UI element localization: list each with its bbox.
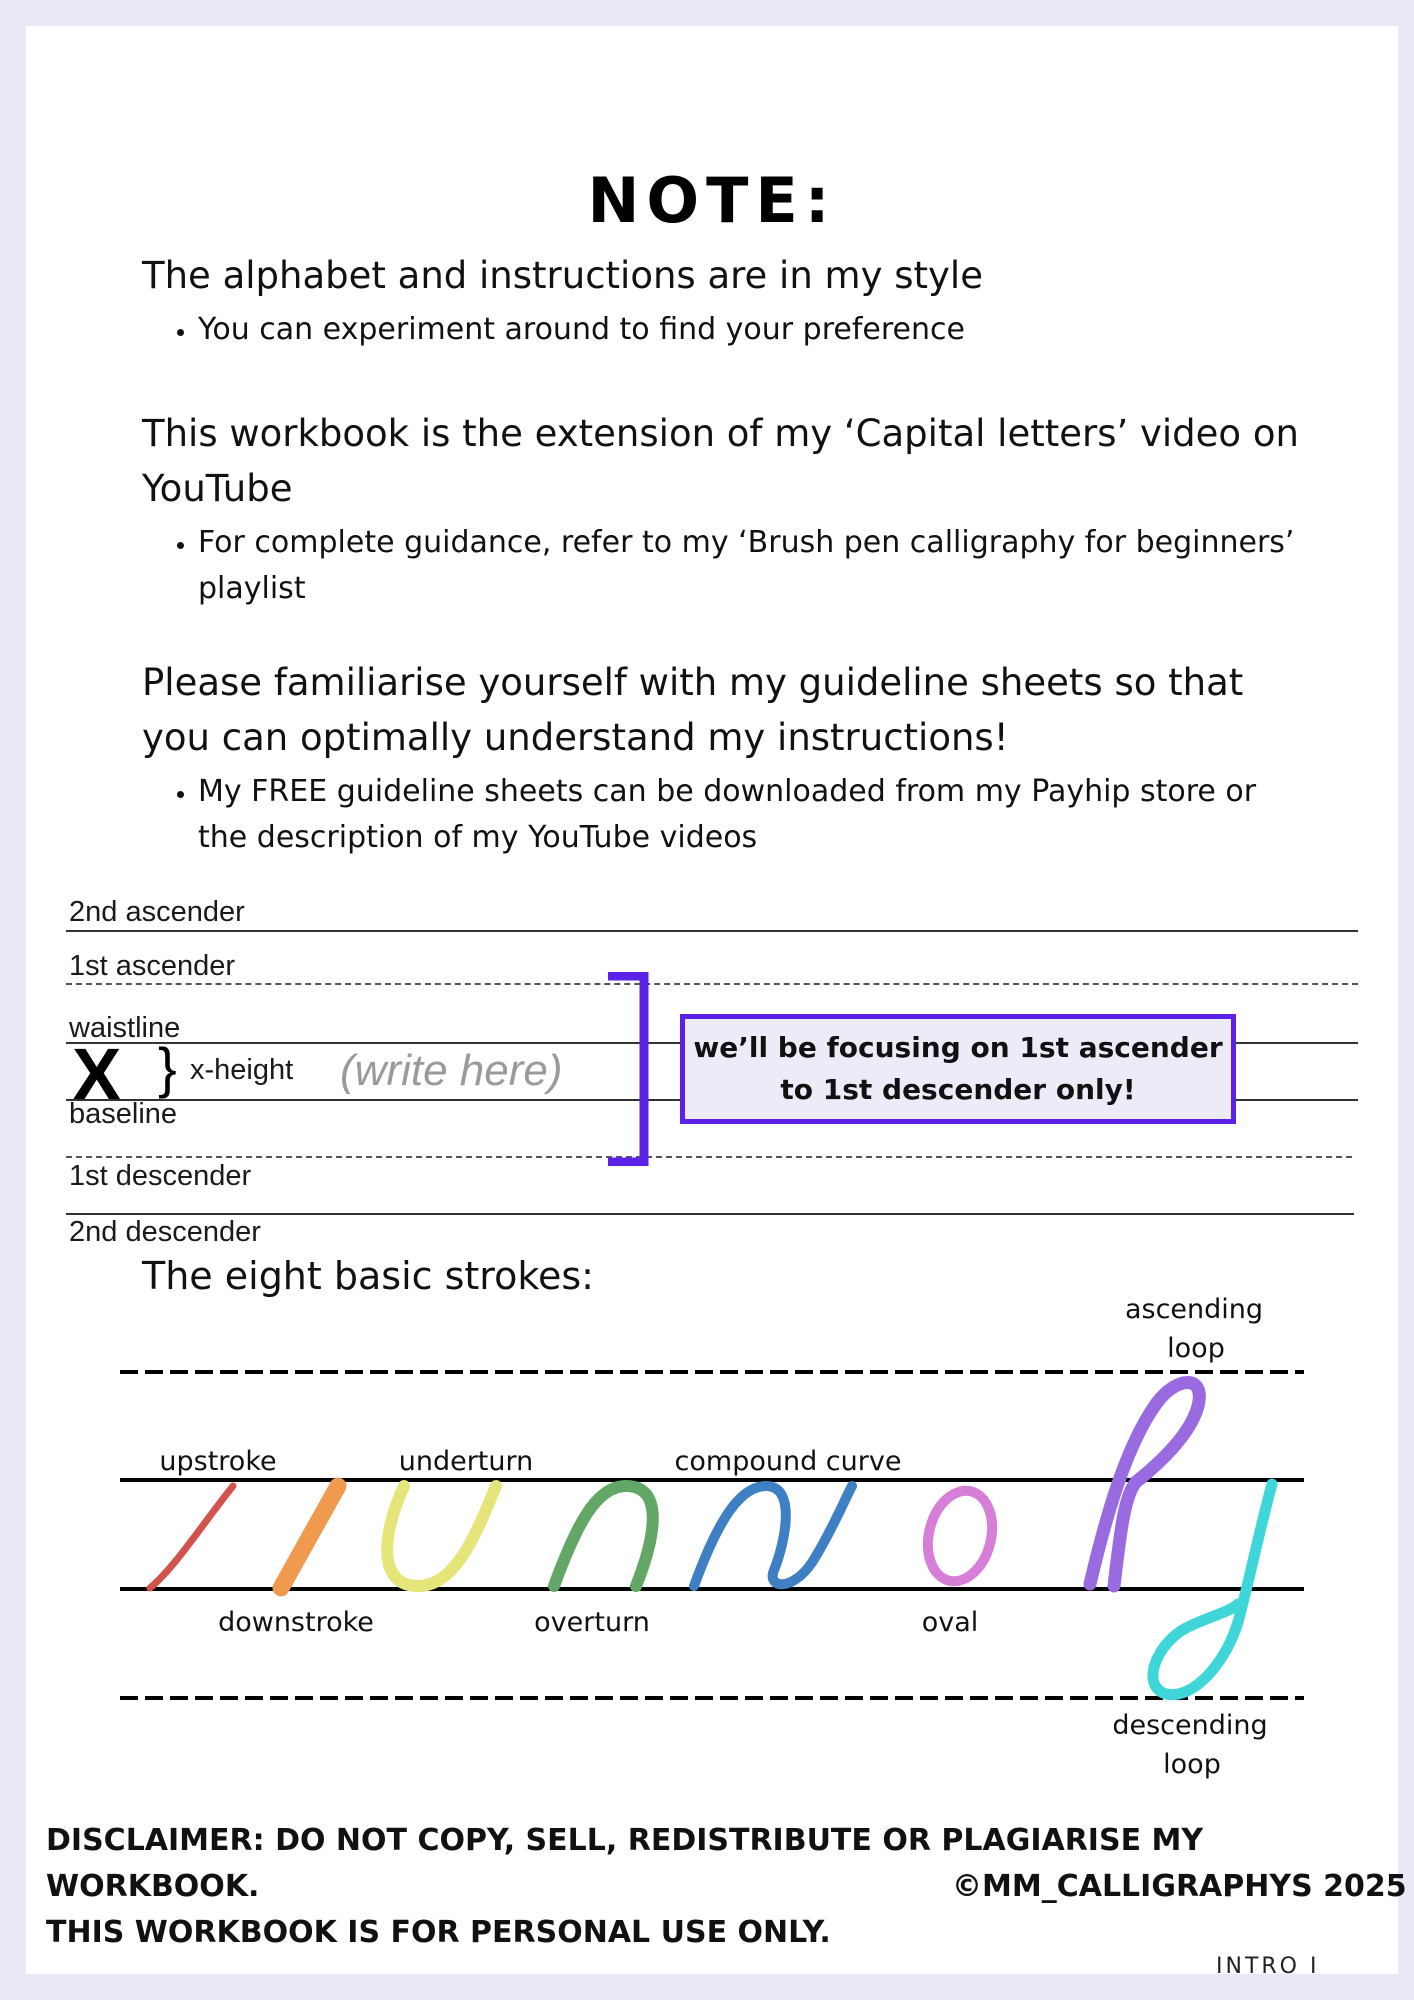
label-1st-ascender: 1st ascender	[69, 950, 236, 982]
oval-stroke	[919, 1484, 1001, 1588]
label-2nd-descender: 2nd descender	[69, 1216, 261, 1248]
line-2nd-ascender	[66, 930, 1358, 932]
underturn-label: underturn	[398, 1446, 534, 1477]
section-heading: Please familiarise yourself with my guideline sheets so that you can optimally understand my instructions!	[142, 661, 1244, 759]
x-height-letter: X	[72, 1033, 122, 1116]
disclaimer-line-1: DISCLAIMER: DO NOT COPY, SELL, REDISTRIBUTE OR PLAGIARISE MY WORKBOOK.	[46, 1823, 1204, 1904]
copyright-notice: ©MM_CALLIGRAPHYS 2025	[952, 1869, 1407, 1904]
oval-label: oval	[921, 1607, 979, 1638]
line-1st-descender	[66, 1156, 1352, 1158]
upstroke-stroke	[150, 1486, 233, 1588]
disclaimer-line-2: THIS WORKBOOK IS FOR PERSONAL USE ONLY.	[46, 1915, 831, 1950]
line-1st-ascender	[66, 983, 1358, 985]
bullet-item: • For complete guidance, refer to my ‘Brush pen calligraphy for beginners’ playlist	[198, 520, 1302, 612]
strokes-title: The eight basic strokes:	[142, 1254, 594, 1298]
write-here-hint: (write here)	[340, 1046, 563, 1095]
line-2nd-descender	[66, 1213, 1354, 1215]
section-heading: This workbook is the extension of my ‘Capital letters’ video on YouTube	[142, 412, 1299, 510]
page-label: INTRO I	[1216, 1954, 1320, 1979]
upstroke-label: upstroke	[159, 1446, 277, 1477]
workbook-page	[26, 26, 1407, 1979]
bullet-list	[142, 520, 1302, 612]
label-waistline: waistline	[69, 1012, 181, 1044]
note-section-youtube	[142, 406, 1302, 612]
overturn-stroke	[554, 1486, 653, 1586]
downstroke-stroke	[281, 1486, 338, 1588]
section-heading: The alphabet and instructions are in my style	[142, 254, 983, 297]
focus-note-box: we’ll be focusing on 1st ascender to 1st descender only!	[680, 1014, 1236, 1124]
ascending-loop-label-line2: loop	[1167, 1333, 1225, 1364]
descending-loop-label-line2: loop	[1163, 1749, 1221, 1780]
underturn-stroke	[387, 1486, 496, 1586]
label-2nd-ascender: 2nd ascender	[69, 896, 245, 928]
label-baseline: baseline	[69, 1098, 178, 1130]
overturn-label: overturn	[534, 1607, 650, 1638]
bullet-list	[142, 307, 1322, 353]
bullet-list	[142, 769, 1302, 861]
compound-curve-label: compound curve	[674, 1446, 902, 1477]
bullet-item: • My FREE guideline sheets can be downloaded from my Payhip store or the description of my YouTube videos	[198, 769, 1302, 861]
bullet-item: • You can experiment around to find your preference	[198, 307, 1322, 353]
compound-curve-stroke	[694, 1486, 852, 1586]
ascending-loop-stroke	[1090, 1383, 1199, 1587]
label-1st-descender: 1st descender	[69, 1160, 252, 1192]
basic-strokes-diagram	[26, 1286, 1398, 1786]
note-section-guidelines	[142, 655, 1302, 861]
note-section-style	[142, 248, 1322, 353]
guideline-diagram	[26, 866, 1398, 1266]
downstroke-label: downstroke	[218, 1607, 374, 1638]
focus-bracket	[604, 972, 664, 1166]
note-title: NOTE:	[587, 164, 837, 237]
disclaimer	[46, 1818, 1407, 1956]
descending-loop-label-line1: descending	[1112, 1710, 1268, 1741]
label-x-height: x-height	[190, 1054, 294, 1086]
ascending-loop-label-line1: ascending	[1124, 1294, 1264, 1325]
brace-icon: }	[158, 1036, 177, 1099]
